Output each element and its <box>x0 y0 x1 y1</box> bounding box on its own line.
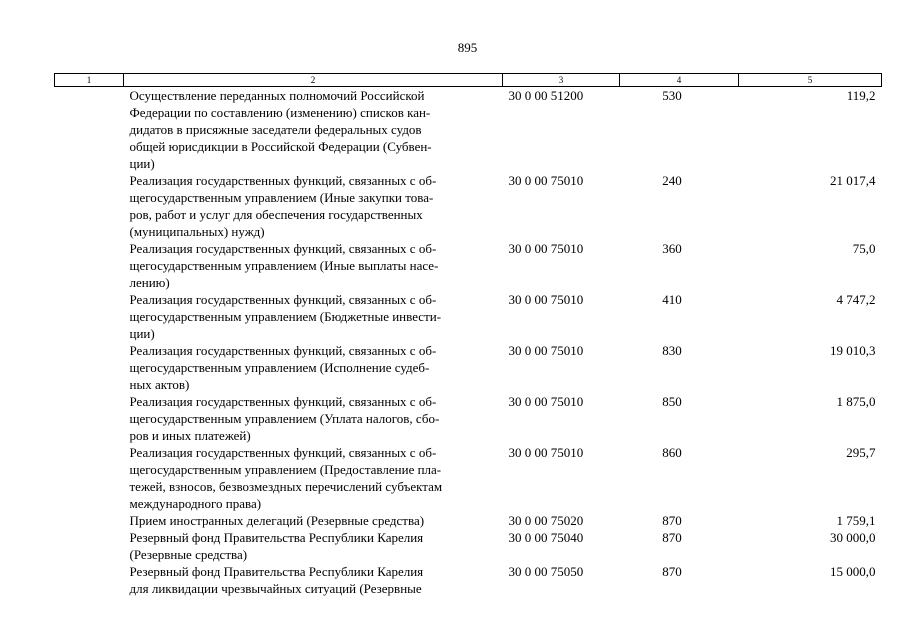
expense-type-cell: 860 <box>662 445 682 460</box>
expense-name-line: Реализация государственных функций, связанных с об- <box>129 394 437 409</box>
expense-name-cell <box>124 87 503 173</box>
target-article-code-cell: 30 0 00 75010 <box>508 394 584 409</box>
row-number-cell <box>55 444 124 512</box>
expense-name-line: лению) <box>129 275 170 290</box>
table-body <box>55 87 882 598</box>
amount-cell: 1 759,1 <box>836 513 876 528</box>
expense-type-cell: 530 <box>662 88 682 103</box>
table-row <box>55 444 882 512</box>
expense-type-cell: 240 <box>662 173 682 188</box>
expense-name-line: щегосударственным управлением (Уплата налогов, сбо- <box>129 411 440 426</box>
expense-name-cell <box>124 291 503 342</box>
table-row <box>55 87 882 173</box>
amount-cell: 30 000,0 <box>830 530 876 545</box>
row-number-cell <box>55 172 124 240</box>
expense-type-cell: 870 <box>662 564 682 579</box>
table-row <box>55 393 882 444</box>
expense-name-line: ции) <box>129 326 155 341</box>
expense-name-cell <box>124 172 503 240</box>
expense-type-cell: 870 <box>662 530 682 545</box>
page-number: 895 <box>457 40 478 55</box>
expense-type-cell: 870 <box>662 513 682 528</box>
expense-type-cell: 360 <box>662 241 682 256</box>
expense-name-line: ных актов) <box>129 377 190 392</box>
column-number-header-row <box>55 74 882 87</box>
expense-name-line: международного права) <box>129 496 262 511</box>
target-article-code-cell: 30 0 00 75010 <box>508 343 584 358</box>
expense-name-line: Реализация государственных функций, связанных с об- <box>129 292 437 307</box>
target-article-code-cell: 30 0 00 75020 <box>508 513 584 528</box>
table-row <box>55 529 882 563</box>
expense-name-cell <box>124 393 503 444</box>
expense-name-cell <box>124 444 503 512</box>
expense-name-line: Резервный фонд Правительства Республики Карелия <box>129 564 424 579</box>
amount-cell: 4 747,2 <box>836 292 876 307</box>
expense-name-line: (Резервные средства) <box>129 547 248 562</box>
expense-name-line: ров, работ и услуг для обеспечения государственных <box>129 207 423 222</box>
expense-type-cell: 850 <box>662 394 682 409</box>
target-article-code-cell: 30 0 00 75050 <box>508 564 584 579</box>
expense-name-line: щегосударственным управлением (Иные закупки това- <box>129 190 434 205</box>
expense-name-line: щегосударственным управлением (Иные выплаты насе- <box>129 258 439 273</box>
column-header-5: 5 <box>739 74 882 87</box>
expense-name-line: ции) <box>129 156 155 171</box>
expense-name-line: (муниципальных) нужд) <box>129 224 265 239</box>
amount-cell: 295,7 <box>846 445 876 460</box>
amount-cell: 1 875,0 <box>836 394 876 409</box>
expense-name-line: Резервный фонд Правительства Республики Карелия <box>129 530 424 545</box>
expense-name-line: щегосударственным управлением (Исполнение судеб- <box>129 360 430 375</box>
expense-name-line: щегосударственным управлением (Предоставление пла- <box>129 462 442 477</box>
column-header-4: 4 <box>620 74 739 87</box>
column-header-3: 3 <box>503 74 620 87</box>
row-number-cell <box>55 342 124 393</box>
table-row <box>55 240 882 291</box>
expense-name-line: Реализация государственных функций, связанных с об- <box>129 241 437 256</box>
target-article-code-cell: 30 0 00 51200 <box>508 88 584 103</box>
expense-name-cell <box>124 342 503 393</box>
expense-name-line: общей юрисдикции в Российской Федерации (Субвен- <box>129 139 432 154</box>
expense-name-line: для ликвидации чрезвычайных ситуаций (Резервные <box>129 581 422 596</box>
expense-name-cell <box>124 512 503 529</box>
column-header-2: 2 <box>124 74 503 87</box>
expense-name-cell <box>124 240 503 291</box>
expense-type-cell: 830 <box>662 343 682 358</box>
expense-name-cell <box>124 529 503 563</box>
row-number-cell <box>55 291 124 342</box>
amount-cell: 119,2 <box>846 88 876 103</box>
expense-type-cell: 410 <box>662 292 682 307</box>
table-row <box>55 342 882 393</box>
expense-name-line: дидатов в присяжные заседатели федеральных судов <box>129 122 422 137</box>
expense-name-line: Реализация государственных функций, связанных с об- <box>129 445 437 460</box>
target-article-code-cell: 30 0 00 75010 <box>508 445 584 460</box>
target-article-code-cell: 30 0 00 75010 <box>508 173 584 188</box>
expense-name-line: Реализация государственных функций, связанных с об- <box>129 343 437 358</box>
amount-cell: 21 017,4 <box>830 173 876 188</box>
table-row <box>55 512 882 529</box>
amount-cell: 75,0 <box>852 241 876 256</box>
row-number-cell <box>55 393 124 444</box>
table-row <box>55 172 882 240</box>
expense-name-line: тежей, взносов, безвозмездных перечислений субъектам <box>129 479 443 494</box>
expense-name-cell <box>124 563 503 597</box>
row-number-cell <box>55 87 124 173</box>
target-article-code-cell: 30 0 00 75010 <box>508 241 584 256</box>
table-row <box>55 291 882 342</box>
amount-cell: 19 010,3 <box>830 343 876 358</box>
expense-name-line: Осуществление переданных полномочий Российской <box>129 88 425 103</box>
amount-cell: 15 000,0 <box>830 564 876 579</box>
expense-name-line: ров и иных платежей) <box>129 428 251 443</box>
budget-table <box>54 73 882 597</box>
row-number-cell <box>55 529 124 563</box>
expense-name-line: Реализация государственных функций, связанных с об- <box>129 173 437 188</box>
target-article-code-cell: 30 0 00 75010 <box>508 292 584 307</box>
row-number-cell <box>55 512 124 529</box>
table-row <box>55 563 882 597</box>
column-header-1: 1 <box>55 74 124 87</box>
expense-name-line: Прием иностранных делегаций (Резервные средства) <box>129 513 425 528</box>
row-number-cell <box>55 563 124 597</box>
row-number-cell <box>55 240 124 291</box>
expense-name-line: Федерации по составлению (изменению) списков кан- <box>129 105 431 120</box>
target-article-code-cell: 30 0 00 75040 <box>508 530 584 545</box>
expense-name-line: щегосударственным управлением (Бюджетные инвести- <box>129 309 442 324</box>
